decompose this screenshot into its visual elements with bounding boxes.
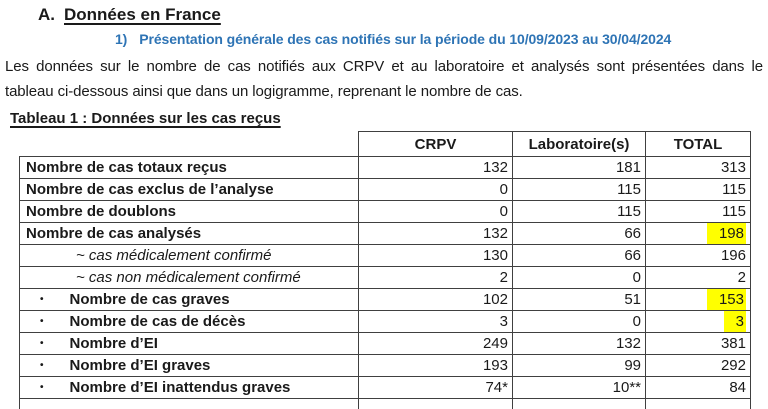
cell-value: 292 bbox=[720, 357, 746, 374]
section-heading-title: Données en France bbox=[64, 5, 221, 24]
value-cell-crpv bbox=[359, 355, 513, 377]
row-label-cell bbox=[20, 267, 359, 289]
row-label-cell bbox=[20, 179, 359, 201]
cell-value: 74* bbox=[485, 379, 508, 396]
cell-value: 10** bbox=[612, 379, 641, 396]
row-label-cell bbox=[20, 201, 359, 223]
table-row bbox=[20, 201, 751, 223]
row-label: ~ cas non médicalement confirmé bbox=[76, 269, 301, 286]
value-cell-total bbox=[646, 157, 751, 179]
value-cell-laboratoire bbox=[513, 377, 646, 399]
intro-paragraph bbox=[5, 54, 763, 104]
bullet-icon: • bbox=[40, 382, 44, 393]
row-label: Nombre de cas de décès bbox=[69, 313, 246, 330]
value-cell-crpv bbox=[359, 179, 513, 201]
table-row bbox=[20, 289, 751, 311]
row-label-cell bbox=[20, 377, 359, 399]
value-cell-total bbox=[646, 399, 751, 409]
cell-value: 102 bbox=[482, 291, 508, 308]
value-cell-laboratoire bbox=[513, 333, 646, 355]
value-cell-total bbox=[646, 223, 751, 245]
cell-value: 193 bbox=[482, 357, 508, 374]
value-cell-laboratoire bbox=[513, 201, 646, 223]
subsection-heading-number: 1) bbox=[115, 31, 128, 47]
value-cell-total bbox=[646, 201, 751, 223]
cell-value: 132 bbox=[615, 335, 641, 352]
cell-value: 115 bbox=[617, 181, 641, 198]
value-cell-crpv bbox=[359, 223, 513, 245]
section-heading bbox=[38, 5, 221, 25]
cell-value: 132 bbox=[482, 159, 508, 176]
value-cell-total bbox=[646, 179, 751, 201]
cell-value: 132 bbox=[482, 225, 508, 242]
table-header-row bbox=[20, 132, 751, 157]
row-label-cell bbox=[20, 223, 359, 245]
row-label-cell bbox=[20, 311, 359, 333]
cell-value: 181 bbox=[615, 159, 641, 176]
cell-value: 115 bbox=[617, 203, 641, 220]
bullet-icon: • bbox=[40, 338, 44, 349]
row-label-cell bbox=[20, 245, 359, 267]
bullet-icon: • bbox=[40, 360, 44, 371]
value-cell-laboratoire bbox=[513, 311, 646, 333]
value-cell-crpv bbox=[359, 311, 513, 333]
value-cell-laboratoire bbox=[513, 355, 646, 377]
value-cell-total bbox=[646, 245, 751, 267]
bullet-icon: • bbox=[40, 294, 44, 305]
value-cell-total bbox=[646, 333, 751, 355]
value-cell-laboratoire bbox=[513, 399, 646, 409]
value-cell-total bbox=[646, 377, 751, 399]
table-row bbox=[20, 333, 751, 355]
value-cell-laboratoire bbox=[513, 289, 646, 311]
cell-value: 2 bbox=[499, 269, 508, 286]
row-label-cell bbox=[20, 157, 359, 179]
row-label: Nombre d’EI bbox=[69, 335, 158, 352]
value-cell-total bbox=[646, 311, 751, 333]
value-cell-laboratoire bbox=[513, 245, 646, 267]
data-table bbox=[19, 131, 751, 409]
row-label-cell bbox=[20, 399, 359, 409]
row-label: ~ cas médicalement confirmé bbox=[76, 247, 272, 264]
value-cell-crpv bbox=[359, 399, 513, 409]
cell-value: 66 bbox=[624, 247, 641, 264]
section-heading-number: A. bbox=[38, 5, 55, 24]
table-row bbox=[20, 311, 751, 333]
table-row bbox=[20, 377, 751, 399]
table-row bbox=[20, 223, 751, 245]
cell-value: 115 bbox=[722, 181, 746, 198]
cell-value: 99 bbox=[624, 357, 641, 374]
cell-value: 381 bbox=[720, 335, 746, 352]
table-row bbox=[20, 245, 751, 267]
header-cell-laboratoire: Laboratoire(s) bbox=[513, 132, 646, 157]
cell-value: 115 bbox=[722, 203, 746, 220]
row-label: Nombre de cas analysés bbox=[26, 225, 202, 242]
value-cell-total bbox=[646, 289, 751, 311]
cell-value: 3 bbox=[499, 313, 508, 330]
value-cell-crpv bbox=[359, 333, 513, 355]
highlighted-value: 153 bbox=[707, 289, 746, 311]
value-cell-crpv bbox=[359, 245, 513, 267]
value-cell-crpv bbox=[359, 201, 513, 223]
row-label: Nombre de doublons bbox=[26, 203, 176, 220]
row-label-cell bbox=[20, 333, 359, 355]
header-cell-empty bbox=[20, 132, 359, 157]
value-cell-laboratoire bbox=[513, 157, 646, 179]
highlighted-value: 198 bbox=[707, 223, 746, 245]
value-cell-crpv bbox=[359, 157, 513, 179]
header-cell-total: TOTAL bbox=[646, 132, 751, 157]
row-label: Nombre d’EI graves bbox=[69, 357, 211, 374]
subsection-heading bbox=[115, 31, 671, 47]
cell-value: 66 bbox=[624, 225, 641, 242]
row-label-cell bbox=[20, 289, 359, 311]
table-row bbox=[20, 179, 751, 201]
row-label-cell bbox=[20, 355, 359, 377]
cell-value: 0 bbox=[632, 313, 641, 330]
cell-value: 249 bbox=[482, 335, 508, 352]
value-cell-total bbox=[646, 267, 751, 289]
value-cell-laboratoire bbox=[513, 179, 646, 201]
table-caption: Tableau 1 : Données sur les cas reçus bbox=[10, 110, 281, 127]
row-label: Nombre de cas graves bbox=[69, 291, 230, 308]
table-row bbox=[20, 355, 751, 377]
paragraph-line: Les données sur le nombre de cas notifiés aux CRPV et au laboratoire et analysés sont présentées dans le bbox=[5, 58, 763, 75]
value-cell-laboratoire bbox=[513, 267, 646, 289]
value-cell-laboratoire bbox=[513, 223, 646, 245]
paragraph-line: tableau ci-dessous ainsi que dans un logigramme, reprenant le nombre de cas. bbox=[5, 83, 523, 100]
subsection-heading-title: Présentation générale des cas notifiés sur la période du 10/09/2023 au 30/04/2024 bbox=[139, 31, 672, 47]
cell-value: 0 bbox=[499, 203, 508, 220]
cell-value: 313 bbox=[720, 159, 746, 176]
table-row bbox=[20, 267, 751, 289]
cell-value: 51 bbox=[624, 291, 641, 308]
row-label: Nombre de cas totaux reçus bbox=[26, 159, 227, 176]
cell-value: 196 bbox=[720, 247, 746, 264]
value-cell-total bbox=[646, 355, 751, 377]
value-cell-crpv bbox=[359, 289, 513, 311]
value-cell-crpv bbox=[359, 377, 513, 399]
table-row bbox=[20, 157, 751, 179]
highlighted-value: 3 bbox=[724, 311, 746, 333]
header-cell-crpv: CRPV bbox=[359, 132, 513, 157]
row-label: Nombre de cas exclus de l’analyse bbox=[26, 181, 274, 198]
cell-value: 2 bbox=[737, 269, 746, 286]
row-label: Nombre d’EI inattendus graves bbox=[69, 379, 291, 396]
cell-value: 84 bbox=[729, 379, 746, 396]
value-cell-crpv bbox=[359, 267, 513, 289]
table-row bbox=[20, 399, 751, 409]
cell-value: 130 bbox=[482, 247, 508, 264]
cell-value: 0 bbox=[632, 269, 641, 286]
cell-value: 0 bbox=[499, 181, 508, 198]
bullet-icon: • bbox=[40, 316, 44, 327]
